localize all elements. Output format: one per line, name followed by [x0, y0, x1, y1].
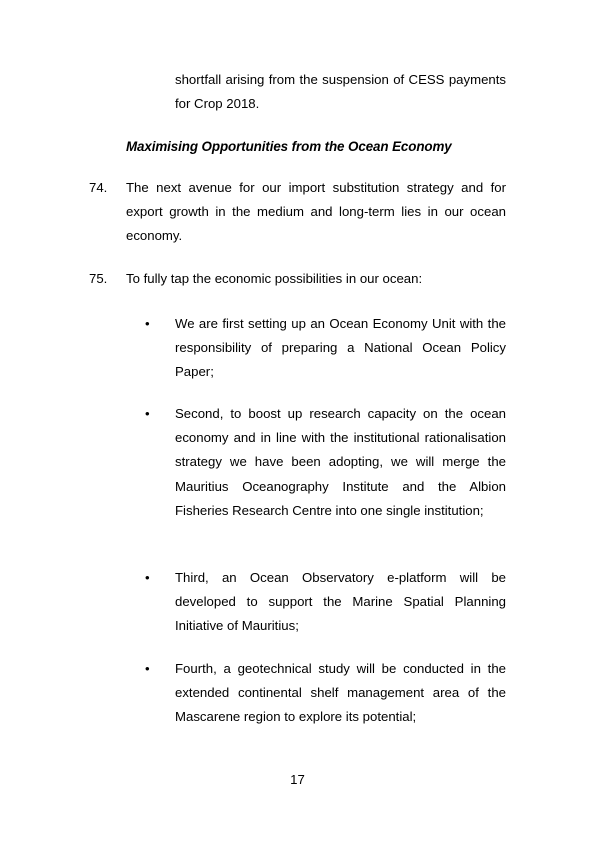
bullet-item-3: Third, an Ocean Observatory e-platform will be developed to support the Marine Spatial Planning Initiative of Mauritius; [175, 570, 506, 634]
bullet-item-2: Second, to boost up research capacity on the ocean economy and in line with the institutional rationalisation strategy we have been adopting, we will merge the Mauritius Oceanography Institute and the Albion Fisheries Research Centre into one single institution; [175, 406, 506, 518]
paragraph-74-text: The next avenue for our import substitution strategy and for export growth in the medium and long-term lies in our ocean economy. [126, 180, 506, 244]
paragraph-75-text: To fully tap the economic possibilities in our ocean: [126, 271, 423, 286]
bullet-item-1: We are first setting up an Ocean Economy Unit with the responsibility of preparing a National Ocean Policy Paper; [175, 316, 506, 380]
paragraph-number-75: 75. [89, 271, 108, 286]
page-number: 17 [290, 772, 305, 787]
bullet-icon: • [145, 661, 150, 676]
bullet-item-4: Fourth, a geotechnical study will be conducted in the extended continental shelf management area of the Mascarene region to explore its potential; [175, 661, 506, 725]
bullet-icon: • [145, 316, 150, 331]
bullet-icon: • [145, 406, 150, 421]
bullet-icon: • [145, 570, 150, 585]
paragraph-number-74: 74. [89, 180, 108, 195]
continuation-text: shortfall arising from the suspension of CESS payments for Crop 2018. [175, 72, 506, 112]
section-heading: Maximising Opportunities from the Ocean Economy [126, 139, 452, 154]
